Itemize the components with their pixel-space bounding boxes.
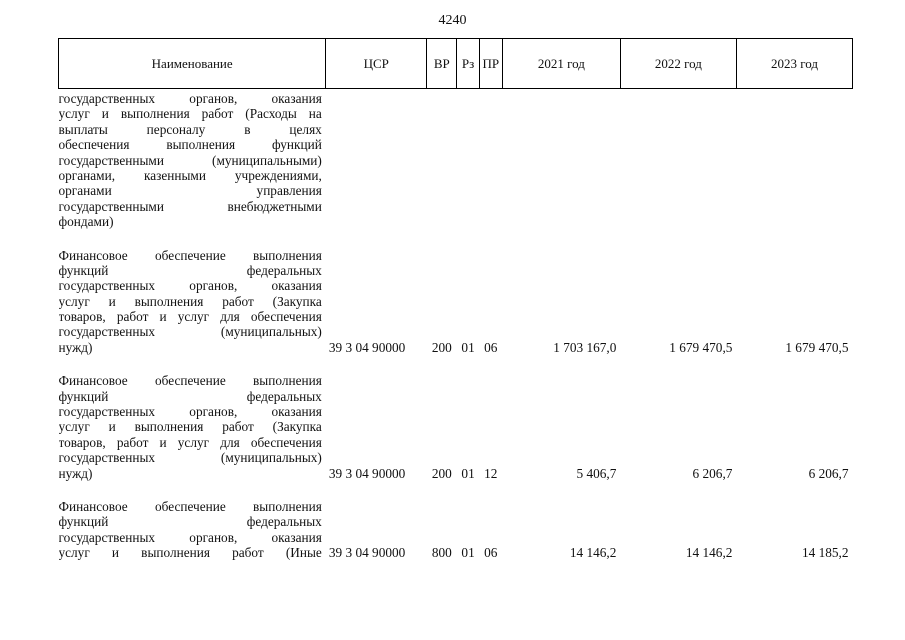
name-line: нужд) <box>58 465 93 481</box>
row-name <box>59 89 326 230</box>
name-line: обеспечения выполнения функций <box>58 137 322 153</box>
name-line: услуг и выполнения работ (Закупка <box>58 419 322 435</box>
name-line: услуг и выполнения работ (Иные <box>58 545 322 561</box>
col-header-pr: ПР <box>479 39 502 89</box>
row-rz: 01 <box>461 545 475 561</box>
name-line: государственными (муниципальными) <box>58 152 322 168</box>
row-2021 <box>502 89 620 230</box>
col-header-vr: ВР <box>427 39 457 89</box>
row-pr: 06 <box>484 545 498 561</box>
row-2021: 1 703 167,0 <box>553 339 617 355</box>
row-2022 <box>620 89 736 230</box>
name-line: государственными внебюджетными <box>58 198 322 214</box>
name-line: органами управления <box>58 183 322 199</box>
name-line: фондами) <box>58 214 114 230</box>
table-row <box>59 89 853 230</box>
row-pr: 12 <box>484 465 498 481</box>
header-row <box>59 39 853 89</box>
table-row <box>59 481 853 561</box>
col-header-2022: 2022 год <box>620 39 736 89</box>
row-2021: 14 146,2 <box>569 545 617 561</box>
row-vr: 200 <box>431 339 452 355</box>
row-csr: 39 3 04 90000 <box>328 545 406 561</box>
name-line: Финансовое обеспечение выполнения <box>58 373 322 389</box>
name-line: услуг и выполнения работ (Закупка <box>58 293 322 309</box>
row-name <box>59 481 326 561</box>
row-rz <box>457 89 479 230</box>
name-line: Финансовое обеспечение выполнения <box>58 498 322 514</box>
row-2023: 1 679 470,5 <box>785 339 849 355</box>
row-rz: 01 <box>461 465 475 481</box>
row-vr <box>427 89 457 230</box>
col-header-name: Наименование <box>59 39 326 89</box>
row-csr: 39 3 04 90000 <box>328 339 406 355</box>
col-header-csr: ЦСР <box>326 39 427 89</box>
row-name <box>59 230 326 356</box>
row-csr <box>326 89 427 230</box>
table-row <box>59 355 853 481</box>
name-line: услуг и выполнения работ (Расходы на <box>58 106 322 122</box>
name-line: государственных органов, оказания <box>58 278 322 294</box>
row-2022: 1 679 470,5 <box>669 339 733 355</box>
row-2023: 6 206,7 <box>808 465 849 481</box>
name-line: функций федеральных <box>58 388 322 404</box>
row-2021: 5 406,7 <box>576 465 617 481</box>
name-line: выплаты персоналу в целях <box>58 121 322 137</box>
name-line: государственных органов, оказания <box>58 404 322 420</box>
name-line: государственных (муниципальных) <box>58 450 322 466</box>
row-2023 <box>736 89 852 230</box>
name-line: товаров, работ и услуг для обеспечения <box>58 309 322 325</box>
row-rz: 01 <box>461 339 475 355</box>
name-line: функций федеральных <box>58 514 322 530</box>
name-line: нужд) <box>58 339 93 355</box>
col-header-rz: Рз <box>457 39 479 89</box>
budget-table <box>58 38 853 561</box>
row-pr <box>479 89 502 230</box>
row-name <box>59 355 326 481</box>
name-line: государственных органов, оказания <box>58 91 322 106</box>
row-2023: 14 185,2 <box>801 545 849 561</box>
name-line: функций федеральных <box>58 262 322 278</box>
page-number: 4240 <box>438 13 467 28</box>
name-line: Финансовое обеспечение выполнения <box>58 247 322 263</box>
name-line: государственных (муниципальных) <box>58 324 322 340</box>
col-header-2023: 2023 год <box>736 39 852 89</box>
name-line: органами, казенными учреждениями, <box>58 167 322 183</box>
col-header-2021: 2021 год <box>502 39 620 89</box>
table-row <box>59 230 853 356</box>
row-2022: 6 206,7 <box>692 465 733 481</box>
row-vr: 800 <box>431 545 452 561</box>
name-line: государственных органов, оказания <box>58 529 322 545</box>
row-csr: 39 3 04 90000 <box>328 465 406 481</box>
row-vr: 200 <box>431 465 452 481</box>
name-line: товаров, работ и услуг для обеспечения <box>58 434 322 450</box>
row-2022: 14 146,2 <box>685 545 733 561</box>
row-pr: 06 <box>484 339 498 355</box>
